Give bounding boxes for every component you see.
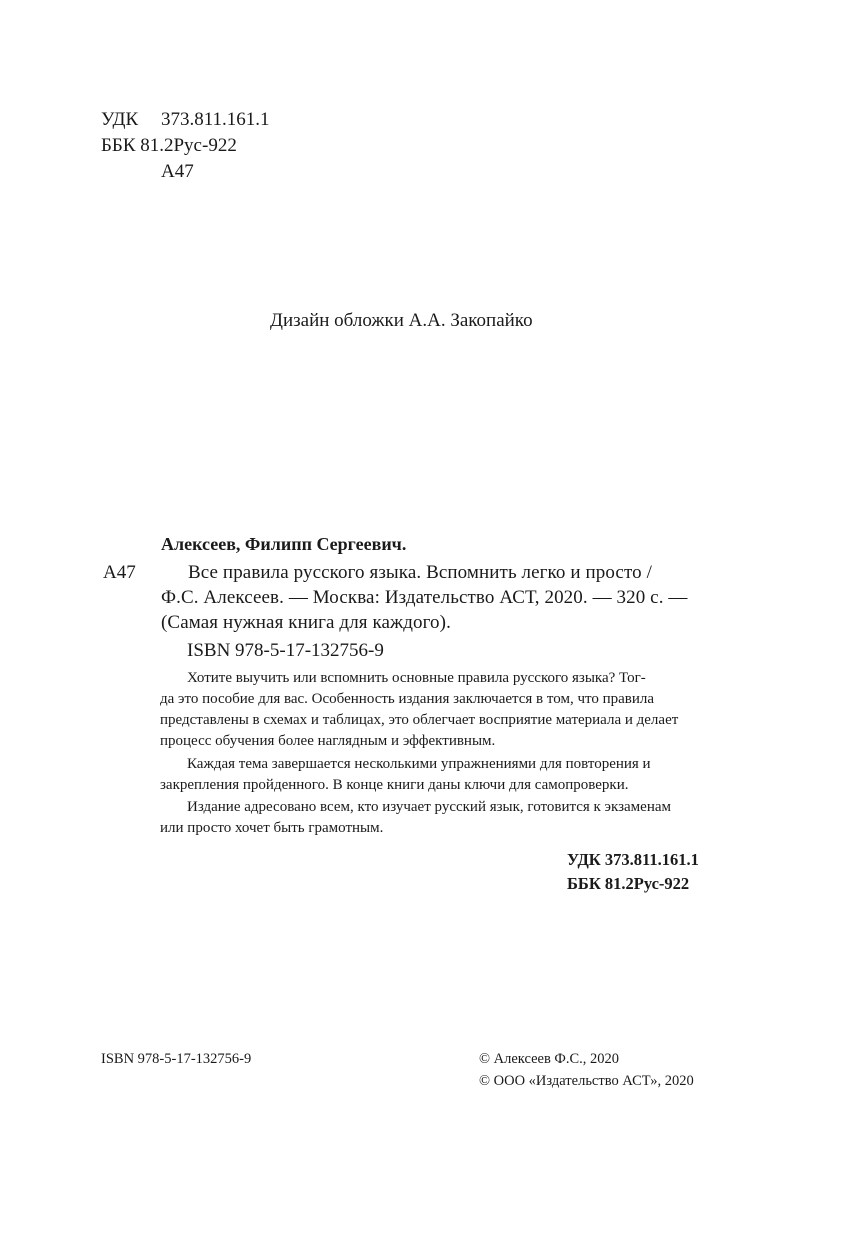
isbn: ISBN 978-5-17-132756-9 — [187, 640, 384, 661]
title-line: (Самая нужная книга для каждого). — [161, 612, 451, 633]
annotation-line: Каждая тема завершается несколькими упражнениями для повторения и — [187, 756, 651, 772]
udk-value: 373.811.161.1 — [161, 109, 270, 130]
annotation-line: закрепления пройденного. В конце книги даны ключи для самопроверки. — [160, 777, 629, 793]
udk-code-bottom: УДК 373.811.161.1 — [567, 850, 699, 869]
footer-isbn: ISBN 978-5-17-132756-9 — [101, 1051, 252, 1067]
copyright-publisher: © ООО «Издательство АСТ», 2020 — [479, 1073, 694, 1089]
author-mark-top: А47 — [161, 161, 194, 182]
cover-design-credit: Дизайн обложки А.А. Закопайко — [270, 310, 533, 331]
author-mark: А47 — [103, 562, 136, 583]
author-heading: Алексеев, Филипп Сергеевич. — [161, 534, 407, 554]
annotation-line: или просто хочет быть грамотным. — [160, 820, 384, 836]
annotation-line: Издание адресовано всем, кто изучает русский язык, готовится к экзаменам — [187, 799, 671, 815]
annotation-line: представлены в схемах и таблицах, это облегчает восприятие материала и делает — [160, 712, 679, 728]
title-line: Ф.С. Алексеев. — Москва: Издательство АСТ, 2020. — 320 с. — — [161, 587, 688, 608]
annotation-line: да это пособие для вас. Особенность издания заключается в том, что правила — [160, 691, 655, 707]
bbk-code: ББК 81.2Рус-922 — [101, 135, 237, 156]
udk-label: УДК — [101, 109, 139, 130]
annotation-line: Хотите выучить или вспомнить основные правила русского языка? Тог- — [187, 670, 646, 686]
bbk-code-bottom: ББК 81.2Рус-922 — [567, 874, 690, 893]
title-line: Все правила русского языка. Вспомнить легко и просто / — [188, 562, 652, 583]
annotation-line: процесс обучения более наглядным и эффективным. — [160, 733, 496, 749]
copyright-author: © Алексеев Ф.С., 2020 — [479, 1051, 620, 1067]
